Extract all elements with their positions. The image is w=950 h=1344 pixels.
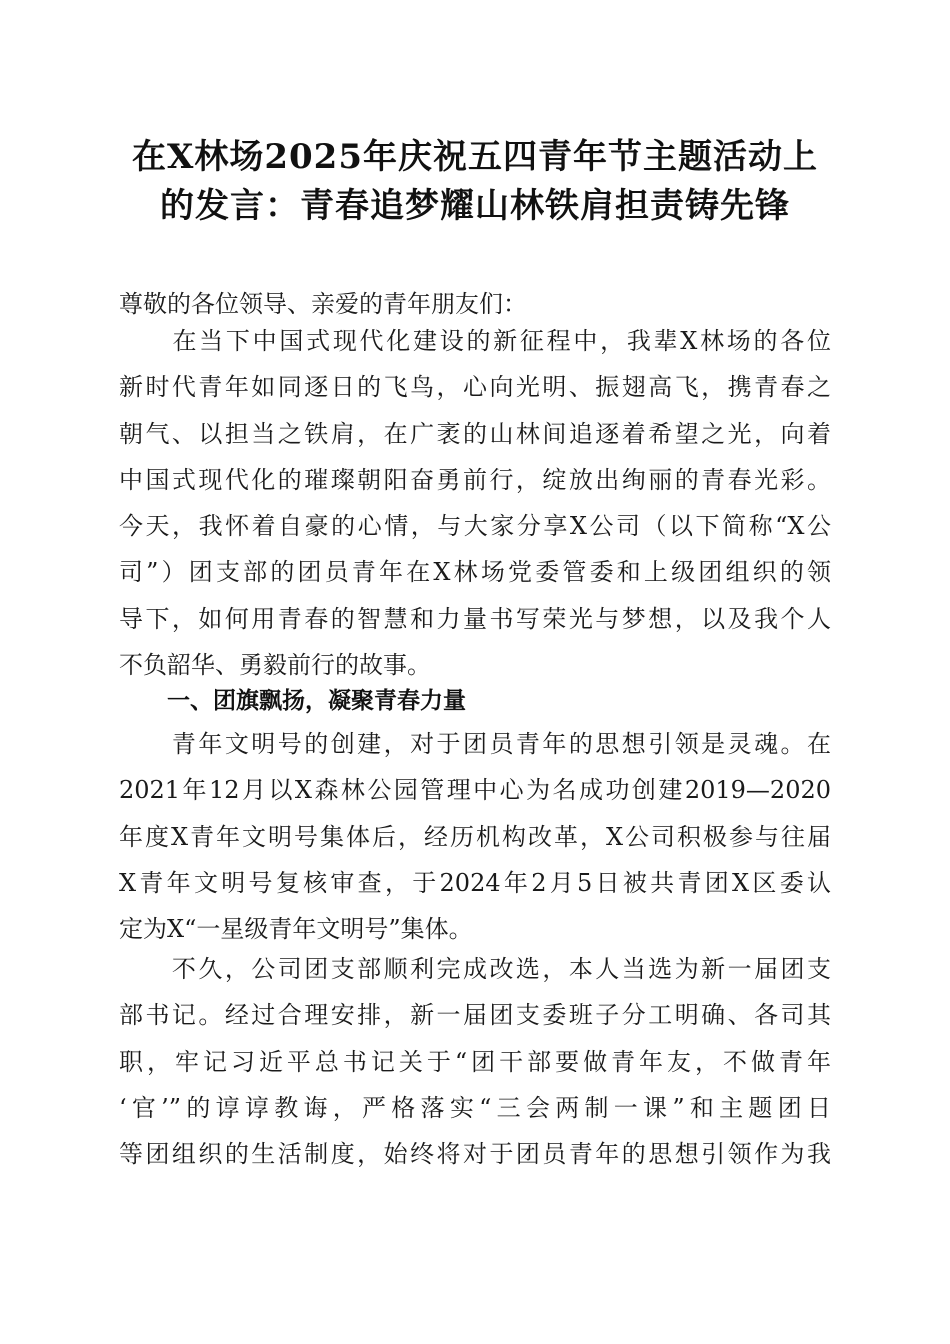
paragraph-line: ‘官’”的谆谆教诲，严格落实“三会两制一课”和主题团日 bbox=[119, 1093, 831, 1122]
paragraph-line: 不负韶华、勇毅前行的故事。 bbox=[119, 651, 431, 680]
paragraph-line: 定为X“一星级青年文明号”集体。 bbox=[119, 915, 473, 944]
paragraph-line: X青年文明号复核审查，于2024年2月5日被共青团X区委认 bbox=[119, 868, 831, 897]
paragraph-line: 不久，公司团支部顺利完成改选，本人当选为新一届团支 bbox=[119, 955, 831, 983]
paragraph-2 bbox=[119, 721, 831, 952]
paragraph-line: 司”）团支部的团员青年在X林场党委管委和上级团组织的领 bbox=[119, 558, 831, 587]
title-line: 的发言：青春追梦耀山林铁肩担责铸先锋 bbox=[160, 186, 790, 226]
paragraph-line: 职，牢记习近平总书记关于“团干部要做青年友，不做青年 bbox=[119, 1047, 831, 1076]
paragraph-line: 在当下中国式现代化建设的新征程中，我辈X林场的各位 bbox=[119, 327, 831, 355]
paragraph-line: 导下，如何用青春的智慧和力量书写荣光与梦想，以及我个人 bbox=[119, 604, 831, 633]
paragraph-line: 等团组织的生活制度，始终将对于团员青年的思想引领作为我 bbox=[119, 1140, 831, 1169]
paragraph-line: 今天，我怀着自豪的心情，与大家分享X公司（以下简称“X公 bbox=[119, 512, 831, 541]
paragraph-1 bbox=[119, 318, 831, 688]
document-title bbox=[100, 133, 850, 231]
paragraph-line: 年度X青年文明号集体后，经历机构改革，X公司积极参与往届 bbox=[119, 822, 831, 851]
title-line: 在X林场2025年庆祝五四青年节主题活动上 bbox=[131, 137, 818, 177]
paragraph-3 bbox=[119, 946, 831, 1177]
section-heading: 一、团旗飘扬，凝聚青春力量 bbox=[167, 688, 466, 714]
paragraph-line: 新时代青年如同逐日的飞鸟，心向光明、振翅高飞，携青春之 bbox=[119, 373, 831, 402]
paragraph-line: 部书记。经过合理安排，新一届团支委班子分工明确、各司其 bbox=[119, 1001, 831, 1030]
salutation-line: 尊敬的各位领导、亲爱的青年朋友们： bbox=[119, 290, 527, 318]
paragraph-line: 中国式现代化的璀璨朝阳奋勇前行，绽放出绚丽的青春光彩。 bbox=[119, 465, 831, 494]
paragraph-line: 朝气、以担当之铁肩，在广袤的山林间追逐着希望之光，向着 bbox=[119, 419, 831, 448]
paragraph-line: 青年文明号的创建，对于团员青年的思想引领是灵魂。在 bbox=[119, 730, 831, 758]
paragraph-line: 2021年12月以X森林公园管理中心为名成功创建2019—2020 bbox=[119, 776, 831, 805]
